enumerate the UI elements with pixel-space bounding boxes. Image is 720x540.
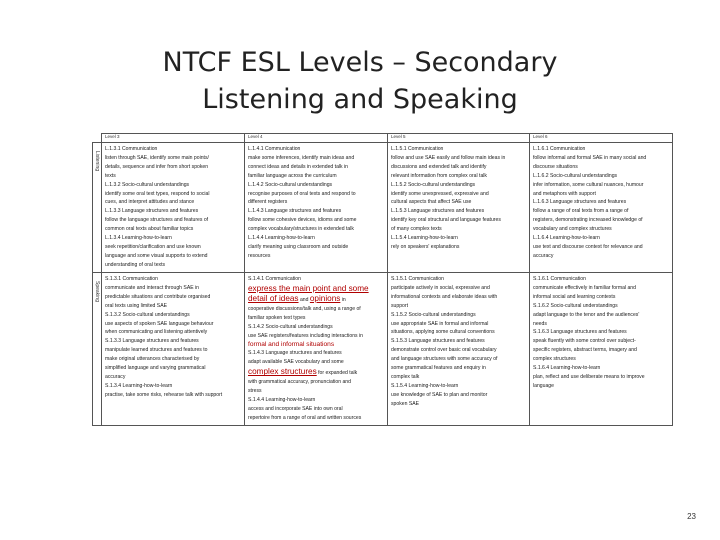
- cell-line: resources: [248, 252, 271, 259]
- column-header-level-6: Level 6: [530, 134, 673, 143]
- cell-line: and metaphors with support: [533, 190, 596, 197]
- cell-line: vocabulary and complex structures: [533, 226, 612, 233]
- cell-line: L.1.4.1 Communication: [248, 146, 301, 152]
- cell-line: specific registers, abstract terms, imagery and: [533, 347, 637, 354]
- column-header-level-3: Level 3: [102, 134, 245, 143]
- cell-line: S.1.5.2 Socio-cultural understandings: [391, 311, 476, 318]
- cell-line: S.1.5.1 Communication: [391, 276, 444, 282]
- cell-line: S.1.5.3 Language structures and features: [391, 338, 485, 345]
- cell-line: practise, take some risks, rehearse talk with support: [105, 391, 223, 398]
- cell-line: relevant information from complex oral talk: [391, 172, 487, 179]
- cell-line: S.1.5.4 Learning-how-to-learn: [391, 382, 459, 389]
- cell-line: use appropriate SAE in formal and informal: [391, 320, 489, 327]
- cell-line: identify key oral structural and language features: [391, 217, 501, 224]
- cell-line: infer information, some cultural nuances, humour: [533, 181, 644, 188]
- cell-line: with grammatical accuracy, pronunciation and: [248, 379, 351, 386]
- speaking-row-label: Speaking: [94, 281, 100, 302]
- cell-line: S.1.3.2 Socio-cultural understandings: [105, 311, 190, 318]
- highlight-complex-structures: complex structures: [248, 367, 317, 377]
- cell-line: use text and discourse context for relevance and: [533, 243, 643, 250]
- cell-line: identify some unexpressed, expressive and: [391, 190, 489, 197]
- listening-level-6-cell: [530, 143, 673, 273]
- cell-line: communicate and interact through SAE in: [105, 284, 200, 291]
- cell-line: L.1.6.1 Communication: [533, 146, 586, 152]
- cell-line: S.1.4.2 Socio-cultural understandings: [248, 323, 333, 330]
- cell-line: understanding of oral texts: [105, 261, 166, 268]
- cell-line: manipulate learned structures and features to: [105, 347, 208, 354]
- cell-line: L.1.3.4 Learning-how-to-learn: [105, 235, 172, 242]
- listening-row-label: Listening: [94, 151, 100, 172]
- cell-line: recognise purposes of oral texts and respond to: [248, 190, 356, 197]
- cell-line: L.1.5.3 Language structures and features: [391, 208, 485, 215]
- speaking-level-3-cell: [102, 273, 245, 426]
- cell-line: L.1.3.2 Socio-cultural understandings: [105, 181, 190, 188]
- cell-line: access and incorporate SAE into own oral: [248, 405, 343, 412]
- cell-line: details, sequence and infer from short spoken: [105, 163, 209, 170]
- cell-line: rely on speakers' explanations: [391, 243, 460, 250]
- listening-level-4-cell: [245, 143, 388, 273]
- speaking-row: [93, 273, 673, 426]
- listening-level-5-cell: [388, 143, 530, 273]
- cell-line: different registers: [248, 199, 288, 206]
- cell-line: simplified language and varying grammatical: [105, 365, 206, 372]
- cell-line: L.1.5.4 Learning-how-to-learn: [391, 235, 458, 242]
- cell-line: adapt language to the tenor and the audiences': [533, 311, 640, 318]
- levels-table: [92, 133, 673, 426]
- highlight-detail-of-ideas: detail of ideas: [248, 293, 299, 303]
- cell-line: use SAE registers/features including interactions in: [248, 332, 363, 339]
- cell-line: L.1.6.2 Socio-cultural understandings: [533, 172, 618, 179]
- cell-line: make some inferences, identify main ideas and: [248, 154, 355, 161]
- table-corner: [93, 134, 102, 143]
- cell-line: use aspects of spoken SAE language behaviour: [105, 320, 214, 327]
- cell-line: seek repetition/clarification and use known: [105, 243, 201, 250]
- cell-line: S.1.6.2 Socio-cultural understandings: [533, 302, 618, 309]
- cell-line: follow a range of oral texts from a range of: [533, 208, 629, 215]
- cell-line: of many complex texts: [391, 226, 442, 233]
- cell-line: participate actively in social, expressive and: [391, 284, 490, 291]
- cell-line: when communicating and listening attentively: [105, 329, 208, 336]
- cell-line: spoken SAE: [391, 400, 420, 407]
- speaking-level-4-cell: [245, 273, 388, 426]
- cell-line: familiar spoken text types: [248, 314, 306, 321]
- cell-line: S.1.3.3 Language structures and features: [105, 338, 199, 345]
- cell-line: familiar language across the curriculum: [248, 172, 337, 179]
- cell-line: and language structures with some accuracy of: [391, 356, 498, 363]
- cell-line-mixed: [248, 367, 384, 378]
- cell-line: L.1.5.1 Communication: [391, 146, 444, 152]
- cell-line: demonstrate control over basic oral vocabulary: [391, 347, 497, 354]
- cell-line: S.1.4.4 Learning-how-to-learn: [248, 396, 316, 403]
- cell-line: complex vocabulary/structures in extended talk: [248, 226, 354, 233]
- cell-line: use knowledge of SAE to plan and monitor: [391, 391, 488, 398]
- cell-line: informal social and learning contexts: [533, 293, 616, 300]
- speaking-level-6-cell: [530, 273, 673, 426]
- cell-line: language and some visual supports to extend: [105, 252, 208, 259]
- slide-title-line-2: Listening and Speaking: [202, 84, 518, 115]
- cell-line: L.1.3.3 Language structures and features: [105, 208, 199, 215]
- listening-row: [93, 143, 673, 273]
- text-in: in: [340, 296, 346, 303]
- cell-line: listen through SAE, identify some main points/: [105, 154, 209, 161]
- cell-line: L.1.4.4 Learning-how-to-learn: [248, 235, 315, 242]
- cell-line: L.1.6.4 Learning-how-to-learn: [533, 235, 600, 242]
- cell-line: S.1.3.4 Learning-how-to-learn: [105, 382, 173, 389]
- slide-title: [0, 44, 720, 118]
- cell-line: make original utterances characterised by: [105, 356, 200, 363]
- cell-line: informational contexts and elaborate ideas with: [391, 293, 498, 300]
- cell-line: clarify meaning using classroom and outside: [248, 243, 349, 250]
- cell-line: cooperative discussions/talk and, using a range of: [248, 305, 361, 312]
- listening-row-label-cell: [93, 143, 102, 273]
- column-header-level-5: Level 5: [388, 134, 530, 143]
- cell-line: predictable situations and contribute organised: [105, 293, 211, 300]
- cell-line: identify some oral text types, respond to social: [105, 190, 210, 197]
- cell-line: stress: [248, 388, 262, 395]
- cell-line: L.1.3.1 Communication: [105, 146, 158, 152]
- cell-line: language: [533, 382, 554, 389]
- cell-line: oral texts using limited SAE: [105, 302, 168, 309]
- cell-line: follow some cohesive devices, idioms and some: [248, 217, 357, 224]
- cell-line: S.1.4.3 Language structures and features: [248, 350, 342, 357]
- column-header-level-4: Level 4: [245, 134, 388, 143]
- cell-line: S.1.4.1 Communication: [248, 276, 301, 282]
- page-number: 23: [687, 512, 696, 521]
- cell-line: some grammatical features and enquiry in: [391, 365, 486, 372]
- cell-line: situations, applying some cultural conventions: [391, 329, 495, 336]
- cell-line: cues, and interpret attitudes and stance: [105, 199, 195, 206]
- cell-line: follow informal and formal SAE in many social and: [533, 154, 647, 161]
- cell-line: common oral texts about familiar topics: [105, 226, 194, 233]
- text-expanded-talk: for expanded talk: [316, 370, 358, 377]
- cell-line: speak fluently with some control over subject-: [533, 338, 636, 345]
- text-and: and: [298, 296, 310, 303]
- speaking-row-label-cell: [93, 273, 102, 426]
- cell-line: cultural aspects that affect SAE use: [391, 199, 472, 206]
- cell-line: L.1.6.3 Language structures and features: [533, 199, 627, 206]
- highlight-main-point: express the main point and some: [248, 283, 369, 293]
- listening-level-3-cell: [102, 143, 245, 273]
- cell-line: follow and use SAE easily and follow main ideas in: [391, 154, 506, 161]
- cell-line: complex structures: [533, 356, 576, 363]
- cell-line: communicate effectively in familiar formal and: [533, 284, 636, 291]
- slide-title-line-1: NTCF ESL Levels – Secondary: [162, 47, 558, 78]
- cell-line: connect ideas and details in extended talk in: [248, 163, 348, 170]
- speaking-level-5-cell: [388, 273, 530, 426]
- cell-line: S.1.3.1 Communication: [105, 276, 158, 282]
- cell-line: discourse situations: [533, 163, 578, 170]
- cell-line: repertoire from a range of oral and written sources: [248, 414, 362, 421]
- cell-line: S.1.6.1 Communication: [533, 276, 586, 282]
- cell-line: texts: [105, 172, 116, 179]
- cell-line: S.1.6.3 Language structures and features: [533, 329, 627, 336]
- cell-line: plan, reflect and use deliberate means to improve: [533, 373, 645, 380]
- cell-line: accuracy: [105, 373, 126, 380]
- cell-line: L.1.4.3 Language structures and features: [248, 208, 342, 215]
- cell-line: discussions and extended talk and identify: [391, 163, 487, 170]
- cell-line-mixed: [248, 294, 384, 305]
- cell-line: needs: [533, 320, 547, 327]
- table-header-row: [93, 134, 673, 143]
- cell-line: L.1.5.2 Socio-cultural understandings: [391, 181, 476, 188]
- highlight-opinions: opinions: [309, 293, 341, 303]
- cell-line: accuracy: [533, 252, 554, 259]
- cell-line: support: [391, 302, 408, 309]
- cell-line: adapt available SAE vocabulary and some: [248, 359, 344, 366]
- cell-line: L.1.4.2 Socio-cultural understandings: [248, 181, 333, 188]
- cell-line: complex talk: [391, 373, 420, 380]
- cell-line: registers, demonstrating increased knowledge of: [533, 217, 643, 224]
- cell-line: follow the language structures and features of: [105, 217, 209, 224]
- highlight-formal-informal: formal and informal situations: [248, 341, 335, 349]
- cell-line: S.1.6.4 Learning-how-to-learn: [533, 365, 601, 372]
